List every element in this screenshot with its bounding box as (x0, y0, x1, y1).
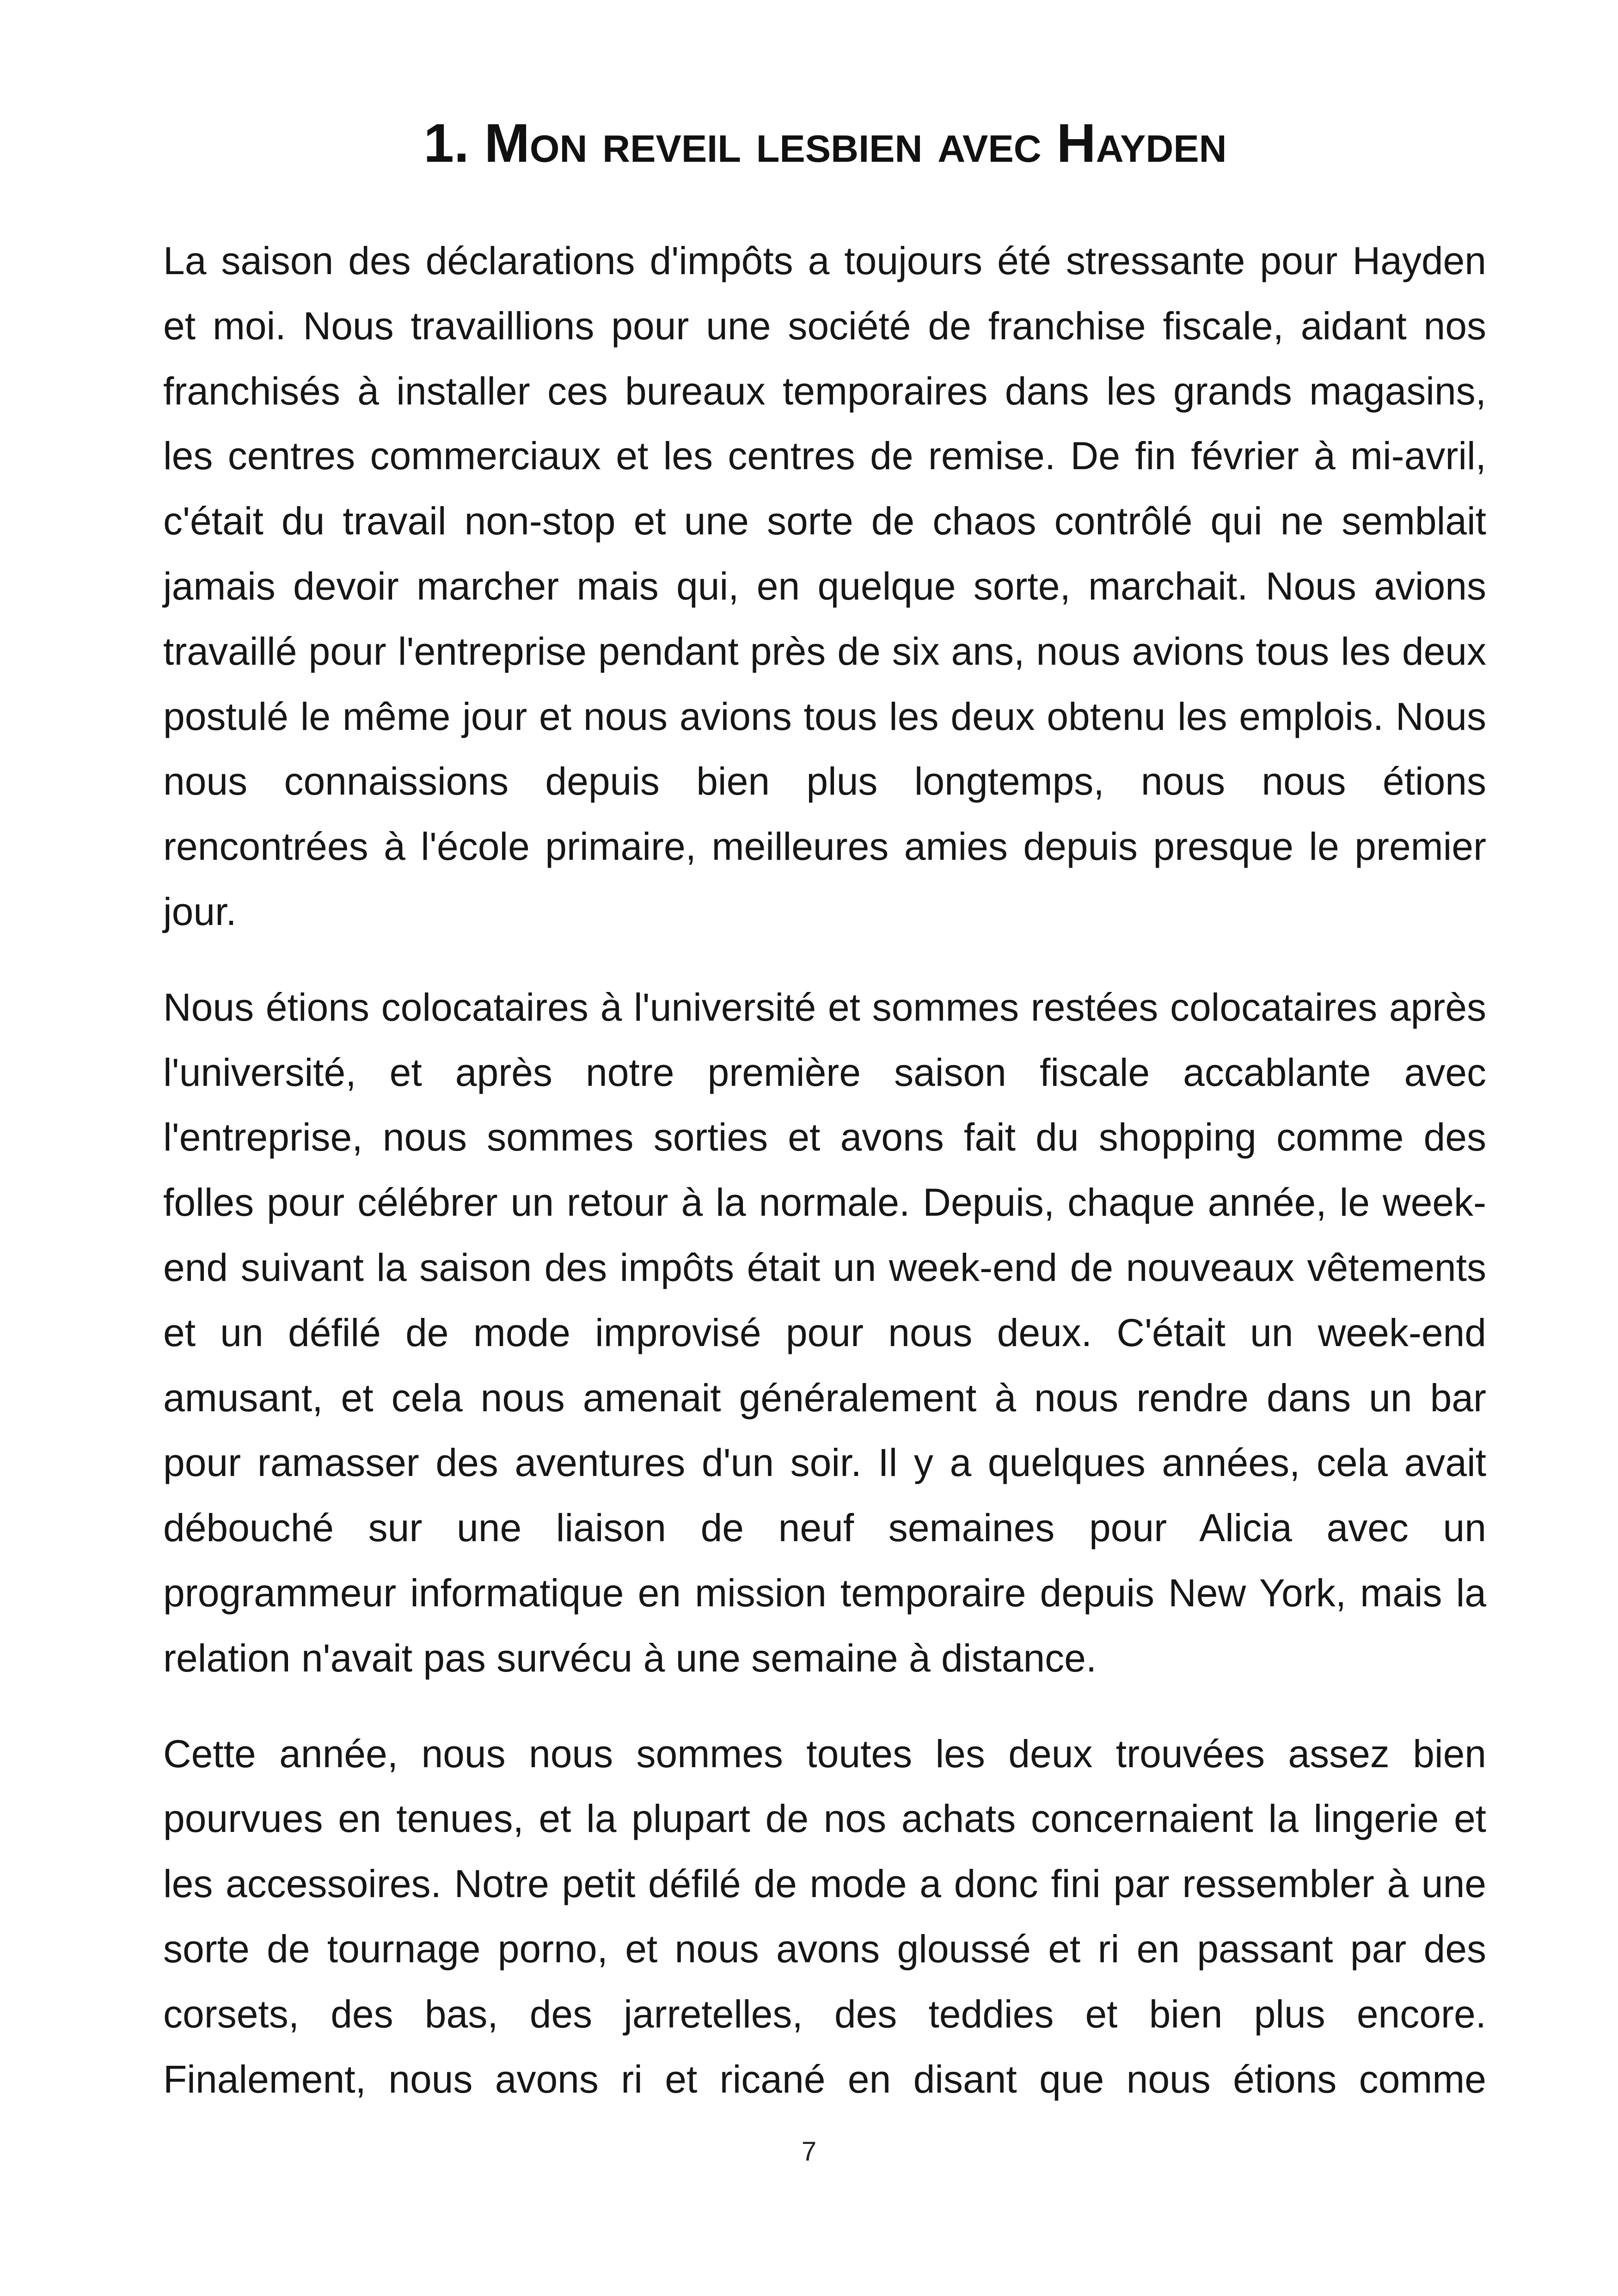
paragraph-3: Cette année, nous nous sommes toutes les deux trouvées assez bien pourvues en tenues, et la plupart de nos achats concernaient la lingerie et les accessoires. Notre petit défilé de mode a donc fini par ressembler à une sorte de tournage porno, et nous avons gloussé et ri en passant par des corsets, des bas, des jarretelles, des teddies et bien plus encore. Finalement, nous avons ri et ricané en disant que nous étions comme (163, 1732, 1486, 2101)
body-text (163, 228, 1486, 2112)
paragraph-1: La saison des déclarations d'impôts a toujours été stressante pour Hayden et moi. Nous travaillions pour une société de franchise fiscale, aidant nos franchisés à installer ces bureaux temporaires dans les grands magasins, les centres commerciaux et les centres de remise. De fin février à mi-avril, c'était du travail non-stop et une sorte de chaos contrôlé qui ne semblait jamais devoir marcher mais qui, en quelque sorte, marchait. Nous avions travaillé pour l'entreprise pendant près de six ans, nous avions tous les deux postulé le même jour et nous avions tous les deux obtenu les emplois. Nous nous connaissions depuis bien plus longtemps, nous nous étions rencontrées à l'école primaire, meilleures amies depuis presque le premier jour. (163, 239, 1486, 933)
page-number: 7 (801, 2137, 817, 2167)
chapter-title-text: 1. Mon reveil lesbien avec Hayden (423, 113, 1227, 174)
chapter-title (162, 106, 1489, 180)
paragraph-2: Nous étions colocataires à l'université et sommes restées colocataires après l'université, et après notre première saison fiscale accablante avec l'entreprise, nous sommes sorties et avons fait du shopping comme des folles pour célébrer un retour à la normale. Depuis, chaque année, le week-end suivant la saison des impôts était un week-end de nouveaux vêtements et un défilé de mode improvisé pour nous deux. C'était un week-end amusant, et cela nous amenait généralement à nous rendre dans un bar pour ramasser des aventures d'un soir. Il y a quelques années, cela avait débouché sur une liaison de neuf semaines pour Alicia avec un programmeur informatique en mission temporaire depuis New York, mais la relation n'avait pas survécu à une semaine à distance. (163, 985, 1486, 1680)
